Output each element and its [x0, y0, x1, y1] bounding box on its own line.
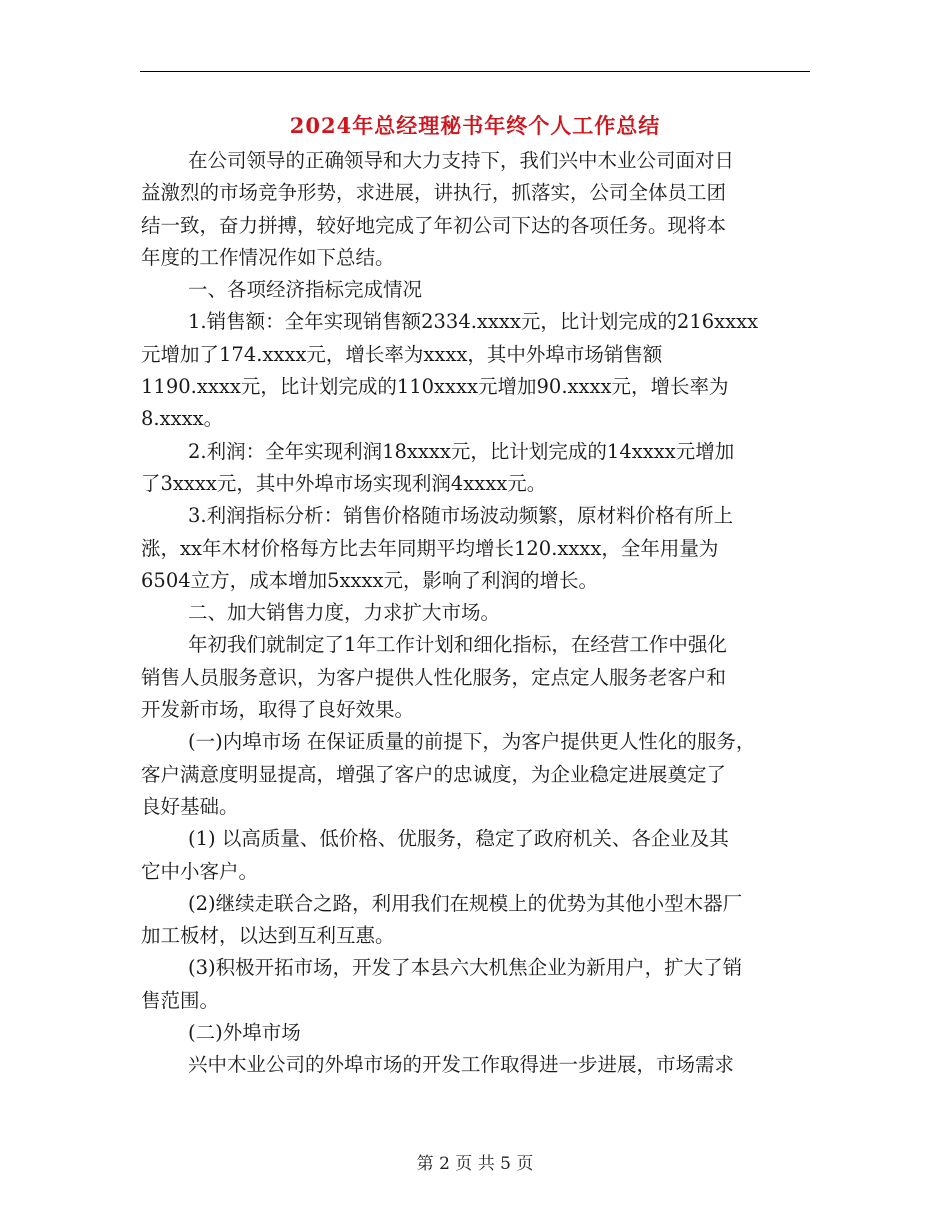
document-title: 2024年总经理秘书年终个人工作总结	[289, 113, 661, 138]
body-line: 元增加了174.xxxx元，增长率为xxxx，其中外埠市场销售额	[141, 342, 663, 366]
body-line: 2.利润：全年实现利润18xxxx元，比计划完成的14xxxx元增加	[188, 439, 735, 463]
section-heading: 二、加大销售力度，力求扩大市场。	[188, 601, 501, 625]
body-line: 年初我们就制定了1年工作计划和细化指标，在经营工作中强化	[188, 633, 727, 657]
body-line: 良好基础。	[141, 794, 239, 818]
body-line: 3.利润指标分析：销售价格随市场波动频繁，原材料价格有所上	[188, 504, 734, 528]
body-line: 1190.xxxx元，比计划完成的110xxxx元增加90.xxxx元，增长率为	[141, 375, 729, 399]
body-line: 销售人员服务意识，为客户提供人性化服务，定点定人服务老客户和	[141, 665, 727, 689]
body-line: 结一致，奋力拼搏，较好地完成了年初公司下达的各项任务。现将本	[141, 213, 727, 237]
body-line: (2)继续走联合之路，利用我们在规模上的优势为其他小型木器厂	[188, 891, 743, 915]
body-line: 兴中木业公司的外埠市场的开发工作取得进一步进展，市场需求	[188, 1053, 735, 1077]
body-line: 它中小客户。	[141, 859, 259, 883]
body-line: 售范围。	[141, 988, 220, 1012]
body-line: (一)内埠市场 在保证质量的前提下，为客户提供更人性化的服务，	[188, 730, 756, 754]
body-line: 8.xxxx。	[141, 407, 224, 431]
body-line: 客户满意度明显提高，增强了客户的忠诚度，为企业稳定进展奠定了	[141, 762, 727, 786]
section-heading: 一、各项经济指标完成情况	[188, 278, 423, 302]
body-line: 6504立方，成本增加5xxxx元，影响了利润的增长。	[141, 568, 599, 592]
header-rule	[140, 71, 810, 72]
document-body	[141, 145, 813, 1082]
page-footer: 第 2 页 共 5 页	[416, 1154, 534, 1174]
body-line: (3)积极开拓市场，开发了本县六大机焦企业为新用户，扩大了销	[188, 956, 743, 980]
body-line: (1) 以高质量、低价格、优服务，稳定了政府机关、各企业及其	[188, 827, 729, 851]
body-line: 开发新市场，取得了良好效果。	[141, 698, 415, 722]
body-line: 益激烈的市场竞争形势，求进展，讲执行，抓落实，公司全体员工团	[141, 181, 727, 205]
body-line: 年度的工作情况作如下总结。	[141, 245, 395, 269]
body-line: 涨，xx年木材价格每方比去年同期平均增长120.xxxx，全年用量为	[141, 536, 719, 560]
section-heading: (二)外埠市场	[188, 1021, 301, 1045]
body-line: 在公司领导的正确领导和大力支持下，我们兴中木业公司面对日	[188, 149, 735, 172]
body-line: 了3xxxx元，其中外埠市场实现利润4xxxx元。	[141, 471, 547, 495]
body-line: 1.销售额：全年实现销售额2334.xxxx元，比计划完成的216xxxx	[188, 310, 759, 334]
body-line: 加工板材，以达到互利互惠。	[141, 924, 395, 948]
